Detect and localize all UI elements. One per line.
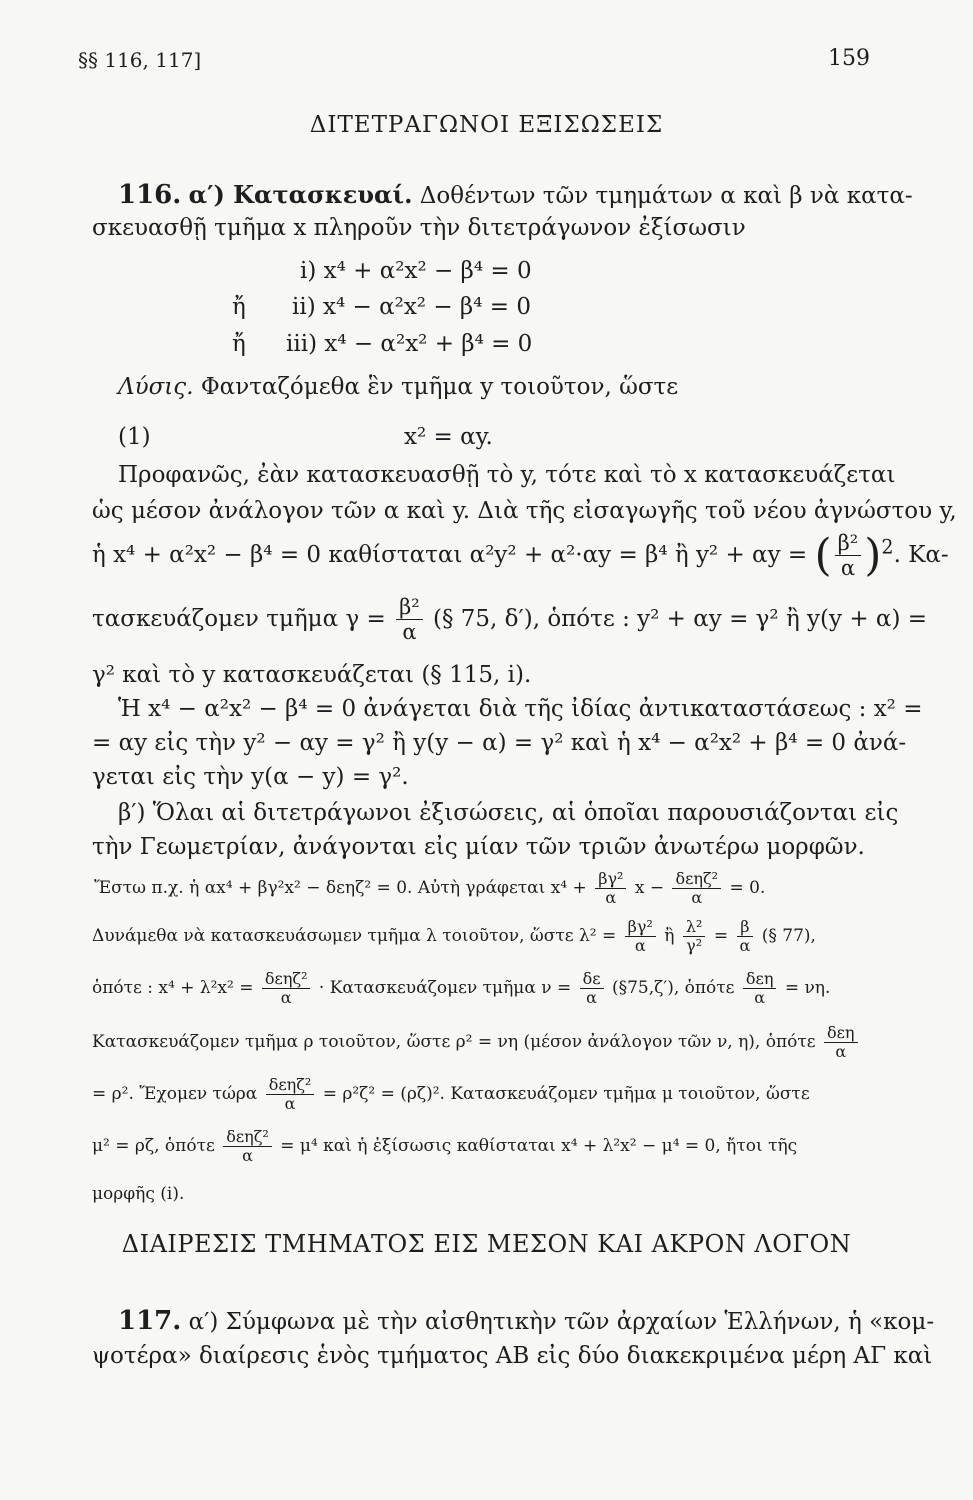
fraction-denominator: α <box>280 987 292 1007</box>
smallprint-line1-text: Ἔστω π.χ. ἡ αx⁴ + βγ²x² − δεηζ² = 0. Αὐτὴ γράφεται x⁴ + <box>94 878 587 898</box>
fraction <box>743 970 777 1007</box>
sec117-line1 <box>118 1306 934 1336</box>
page-number: 159 <box>828 46 870 71</box>
lysis-label: Λύσις. <box>118 374 194 400</box>
fraction <box>580 970 604 1007</box>
fraction-denominator: α <box>605 887 617 907</box>
para1-line4-text: τασκευάζομεν τμῆμα γ = <box>92 606 386 633</box>
fraction-denominator: α <box>835 1041 847 1061</box>
fraction-numerator: β <box>737 918 754 937</box>
fraction-numerator: δεηζ² <box>266 1076 315 1095</box>
fraction-numerator: βγ² <box>625 918 656 937</box>
para1-line4 <box>92 596 927 644</box>
fraction-denominator: α <box>691 887 703 907</box>
equation-1-label: (1) <box>118 424 151 450</box>
left-paren: ( <box>814 530 832 582</box>
fraction <box>262 970 311 1007</box>
smallprint-text: = 0. <box>729 878 766 898</box>
fraction-numerator: δεηζ² <box>672 870 721 889</box>
para1-line1: Προφανῶς, ἐὰν κατασκευασθῇ τὸ y, τότε καὶ τὸ x κατασκευάζεται <box>118 462 896 488</box>
smallprint-line4-text: Κατασκευάζομεν τμῆμα ρ τοιοῦτον, ὥστε ρ² = νη (μέσον ἀνάλογον τῶν ν, η), ὁπότε <box>92 1032 816 1052</box>
smallprint-line5-text: = ρ². Ἔχομεν τώρα <box>92 1084 258 1104</box>
fraction-denominator: α <box>586 987 597 1007</box>
smallprint-line6-text: μ² = ρζ, ὁπότε <box>92 1136 215 1156</box>
para1-line3-end: . Κα- <box>893 542 949 569</box>
smallprint-line2 <box>92 918 816 955</box>
fraction-numerator: δε <box>580 970 604 989</box>
equation-1: x² = αy. <box>404 424 493 450</box>
sec116-label: α′) Κατασκευαί. <box>188 180 413 209</box>
smallprint-text: = μ⁴ καὶ ἡ ἐξίσωσις καθίσταται x⁴ + λ²x² − μ⁴ = 0, ἤτοι τῆς <box>280 1136 798 1156</box>
fraction <box>824 1024 858 1061</box>
equation-iii-prefix: ἤ <box>232 331 246 357</box>
fraction-denominator: α <box>754 987 766 1007</box>
fraction <box>625 918 656 955</box>
chapter-title: ΔΙΤΕΤΡΑΓΩΝΟΙ ΕΞΙΣΩΣΕΙΣ <box>309 112 664 138</box>
para2-line1: Ἡ x⁴ − α²x² − β⁴ = 0 ἀνάγεται διὰ τῆς ἰδίας ἀντικαταστάσεως : x² = <box>118 696 923 722</box>
fraction-denominator: α <box>284 1093 296 1113</box>
running-head: §§ 116, 117] <box>78 48 202 72</box>
fraction <box>223 1128 272 1165</box>
lysis-text: Φανταζόμεθα ἓν τμῆμα y τοιοῦτον, ὥστε <box>193 374 679 400</box>
smallprint-text: = ρ²ζ² = (ρζ)². Κατασκευάζομεν τμῆμα μ τοιοῦτον, ὥστε <box>322 1084 810 1104</box>
smallprint-line3 <box>92 970 830 1007</box>
fraction <box>683 918 706 955</box>
fraction-gamma <box>396 596 423 644</box>
para1-line2: ὡς μέσον ἀνάλογον τῶν α καὶ y. Διὰ τῆς εἰσαγωγῆς τοῦ νέου ἀγνώστου y, <box>92 498 957 524</box>
para2-line3: γεται εἰς τὴν y(α − y) = γ². <box>92 764 409 790</box>
fraction-denominator: α <box>840 556 856 581</box>
equation-i: i) x⁴ + α²x² − β⁴ = 0 <box>300 258 532 284</box>
fraction-denominator: α <box>402 620 417 645</box>
right-paren: ) <box>864 530 882 582</box>
fraction-numerator: λ² <box>683 918 706 937</box>
smallprint-line7: μορφῆς (i). <box>92 1184 185 1204</box>
lysis-line <box>118 374 678 400</box>
fraction-denominator: α <box>634 935 646 955</box>
fraction-numerator: δεηζ² <box>223 1128 272 1147</box>
sec116-intro-rest: Δοθέντων τῶν τμημάτων α καὶ β νὰ κατα- <box>412 183 913 209</box>
smallprint-line6 <box>92 1128 797 1165</box>
smallprint-text: = <box>713 926 729 946</box>
sec116-intro-line2: σκευασθῇ τμῆμα x πληροῦν τὴν διτετράγωνον ἐξίσωσιν <box>92 215 746 241</box>
para1-line5: γ² καὶ τὸ y κατασκευάζεται (§ 115, i). <box>92 662 532 688</box>
fraction <box>672 870 721 907</box>
fraction-numerator: β² <box>835 532 862 556</box>
smallprint-text: = νη. <box>784 978 831 998</box>
fraction-numerator: δεη <box>743 970 777 989</box>
para2-line2: = αy εἰς τὴν y² − αy = γ² ἢ y(y − α) = γ² καὶ ἡ x⁴ − α²x² + β⁴ = 0 ἀνά- <box>92 730 907 756</box>
section-heading: ΔΙΑΙΡΕΣΙΣ ΤΜΗΜΑΤΟΣ ΕΙΣ ΜΕΣΟΝ ΚΑΙ ΑΚΡΟΝ ΛΟΓΟΝ <box>121 1230 852 1258</box>
sec116-intro-line1 <box>118 180 913 210</box>
para1-line4-end: (§ 75, δ′), ὁπότε : y² + αy = γ² ἢ y(y + α) = <box>433 606 927 633</box>
fraction-denominator: α <box>242 1145 253 1165</box>
fraction-numerator: βγ² <box>595 870 626 889</box>
para1-line3 <box>92 532 949 580</box>
smallprint-line5 <box>92 1076 810 1113</box>
fraction-denominator: α <box>739 935 751 955</box>
smallprint-line4 <box>92 1024 861 1061</box>
smallprint-text: (§ 77), <box>761 926 816 946</box>
sec116-number: 116. <box>118 180 182 210</box>
fraction <box>737 918 754 955</box>
fraction-beta2-over-alpha <box>835 532 862 580</box>
smallprint-line2-text: Δυνάμεθα νὰ κατασκευάσωμεν τμῆμα λ τοιοῦτον, ὥστε λ² = <box>92 926 617 946</box>
fraction <box>595 870 626 907</box>
para3-line2: τὴν Γεωμετρίαν, ἀνάγονται εἰς μίαν τῶν τριῶν ἀνωτέρω μορφῶν. <box>92 834 865 860</box>
equation-ii: ii) x⁴ − α²x² − β⁴ = 0 <box>292 294 531 320</box>
equation-iii: iii) x⁴ − α²x² + β⁴ = 0 <box>286 331 533 357</box>
smallprint-text: (§75,ζ′), ὁπότε <box>611 978 735 998</box>
fraction-numerator: δεη <box>824 1024 858 1043</box>
smallprint-line1 <box>94 870 765 907</box>
para3-line1: β′) Ὅλαι αἱ διτετράγωνοι ἐξισώσεις, αἱ ὁποῖαι παρουσιάζονται εἰς <box>118 800 899 826</box>
smallprint-text: x − <box>634 878 665 898</box>
para1-line3-text: ἡ x⁴ + α²x² − β⁴ = 0 καθίσταται α²y² + α²·αy = β⁴ ἢ y² + αy = <box>92 542 808 569</box>
smallprint-text: · Κατασκευάζομεν τμῆμα ν = <box>318 978 572 998</box>
fraction-numerator: β² <box>396 596 423 620</box>
fraction-numerator: δεηζ² <box>262 970 311 989</box>
fraction-denominator: γ² <box>686 935 703 955</box>
sec117-number: 117. <box>118 1306 182 1336</box>
smallprint-line3-text: ὁπότε : x⁴ + λ²x² = <box>92 978 254 998</box>
fraction <box>266 1076 315 1113</box>
smallprint-text: ἢ <box>664 926 675 946</box>
equation-ii-prefix: ἤ <box>232 294 246 320</box>
sec117-line2: ψοτέρα» διαίρεσις ἑνὸς τμήματος ΑΒ εἰς δύο διακεκριμένα μέρη ΑΓ καὶ <box>92 1343 933 1369</box>
exponent: 2 <box>881 535 894 559</box>
sec117-line1-text: α′) Σύμφωνα μὲ τὴν αἰσθητικὴν τῶν ἀρχαίων Ἑλλήνων, ἡ «κομ- <box>181 1309 935 1335</box>
